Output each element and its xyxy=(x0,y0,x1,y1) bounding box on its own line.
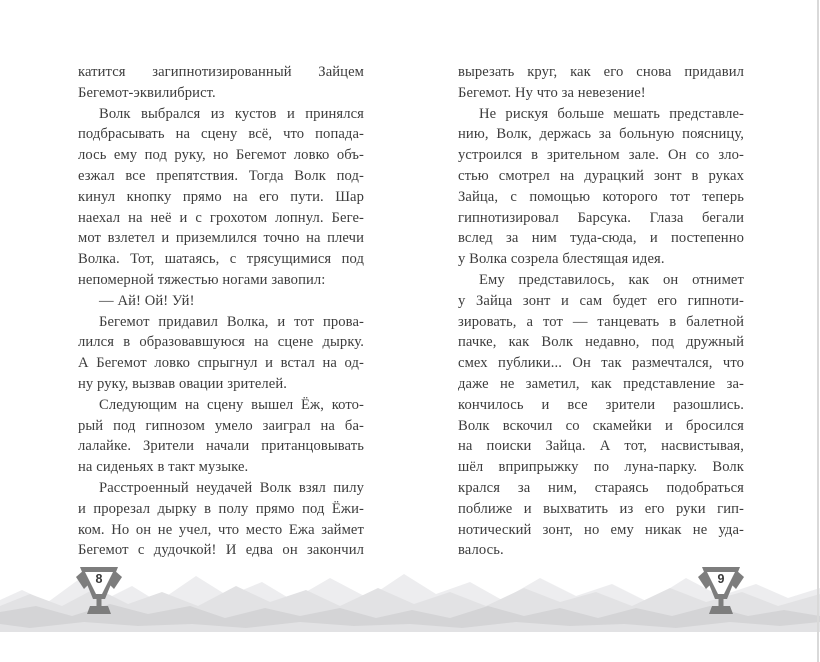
text-line: непомерной тяжестью ногами завопил: xyxy=(78,271,326,288)
text-line: устроился в зрительном зале. Он со зло- xyxy=(458,147,744,164)
left-page-text xyxy=(78,62,364,561)
page-edge-line xyxy=(817,0,819,662)
page-number-right: 9 xyxy=(717,572,725,586)
text-line: зировать, а тот — танцевать в балетной xyxy=(458,313,744,330)
text-line: стью смотрел на дурацкий зонт в руках xyxy=(458,167,744,184)
text-line: гипнотизировал Барсука. Глаза бегали xyxy=(458,209,744,226)
text-line: на поиски Зайца. А тот, насвистывая, xyxy=(458,438,744,455)
text-line: Расстроенный неудачей Волк взял пилу xyxy=(99,479,364,496)
text-line: мот взлетел и приземлился точно на плечи xyxy=(78,230,364,247)
text-line: Бегемот придавил Волка, и тот прова- xyxy=(99,313,364,330)
text-line: Бегемот с дудочкой! И едва он закончил xyxy=(78,542,364,559)
text-line: лалайке. Зрители начали пританцовывать xyxy=(78,438,364,455)
trophy-stem xyxy=(719,598,724,607)
text-line: нотический зонт, но ему никак не уда- xyxy=(458,521,744,538)
text-line: Зайца, с помощью которого тот теперь xyxy=(458,188,744,205)
text-line: ком. Но он не учел, что место Ежа займет xyxy=(78,521,364,538)
text-line: вырезать круг, как его снова придавил xyxy=(458,64,744,80)
trophy-base xyxy=(87,606,111,614)
text-line: даже не заметил, как представление за- xyxy=(458,375,744,392)
text-line: подбрасывать на сцену всё, что попада- xyxy=(78,126,364,143)
text-line: Бегемот. Ну что за невезение! xyxy=(458,84,646,101)
text-line: у Зайца зонт и сам будет его гипноти- xyxy=(458,292,744,309)
text-line: валось. xyxy=(458,542,504,559)
text-line: шёл вприпрыжку по луна-парку. Волк xyxy=(458,459,744,476)
page-number-badge-right xyxy=(697,565,745,618)
text-line: ну руку, вызвав овации зрителей. xyxy=(78,375,288,392)
text-line: наехал на неё и с грохотом лопнул. Беге- xyxy=(78,209,364,226)
text-line: рый под гипнозом умело заиграл на ба- xyxy=(78,417,364,434)
text-line: езжал все препятствия. Тогда Волк под- xyxy=(78,167,364,184)
trophy-stem xyxy=(97,598,102,607)
text-line: Следующим на сцену вышел Ёж, кото- xyxy=(99,396,364,413)
text-line: Ему представилось, как он отнимет xyxy=(479,271,744,288)
text-line: поближе и выхватить из его руки гип- xyxy=(458,500,744,517)
text-line: на сиденьях в такт музыке. xyxy=(78,459,249,476)
text-line: Волк вскочил со скамейки и бросился xyxy=(458,417,744,434)
text-line: — Ай! Ой! Уй! xyxy=(99,292,195,309)
text-line: у Волка созрела блестящая идея. xyxy=(458,251,665,268)
text-line: кинул кнопку прямо на его пути. Шар xyxy=(78,188,364,205)
text-line: Волк выбрался из кустов и принялся xyxy=(99,105,364,122)
text-line: вслед за ним туда-сюда, и постепенно xyxy=(458,230,744,247)
page-number-left: 8 xyxy=(95,572,103,586)
trophy-base xyxy=(709,606,733,614)
text-line: нию, Волк, держась за больную поясницу, xyxy=(458,126,744,143)
text-line: смех публики... Он так размечтался, что xyxy=(458,355,744,372)
text-line: Не рискуя больше мешать представле- xyxy=(479,105,744,122)
text-line: Волка. Тот, шатаясь, с трясущимися под xyxy=(78,251,364,268)
page-number-badge-left xyxy=(75,565,123,618)
text-line: кончилось и все зрители разошлись. xyxy=(458,396,744,413)
text-line: лось ему под руку, но Бегемот ловко объ- xyxy=(78,147,364,164)
text-line: крался за ним, стараясь подобраться xyxy=(458,479,744,496)
text-line: пачке, как Волк недавно, под дружный xyxy=(458,334,744,351)
text-line: катится загипнотизированный Зайцем xyxy=(78,64,364,80)
text-line: Бегемот-эквилибрист. xyxy=(78,84,216,101)
text-line: лился в образовавшуюся на сцене дырку. xyxy=(78,334,364,351)
right-page-text xyxy=(458,62,744,561)
text-line: А Бегемот ловко спрыгнул и встал на од- xyxy=(78,355,364,372)
text-line: и прорезал дырку в полу прямо под Ёжи- xyxy=(78,500,364,517)
